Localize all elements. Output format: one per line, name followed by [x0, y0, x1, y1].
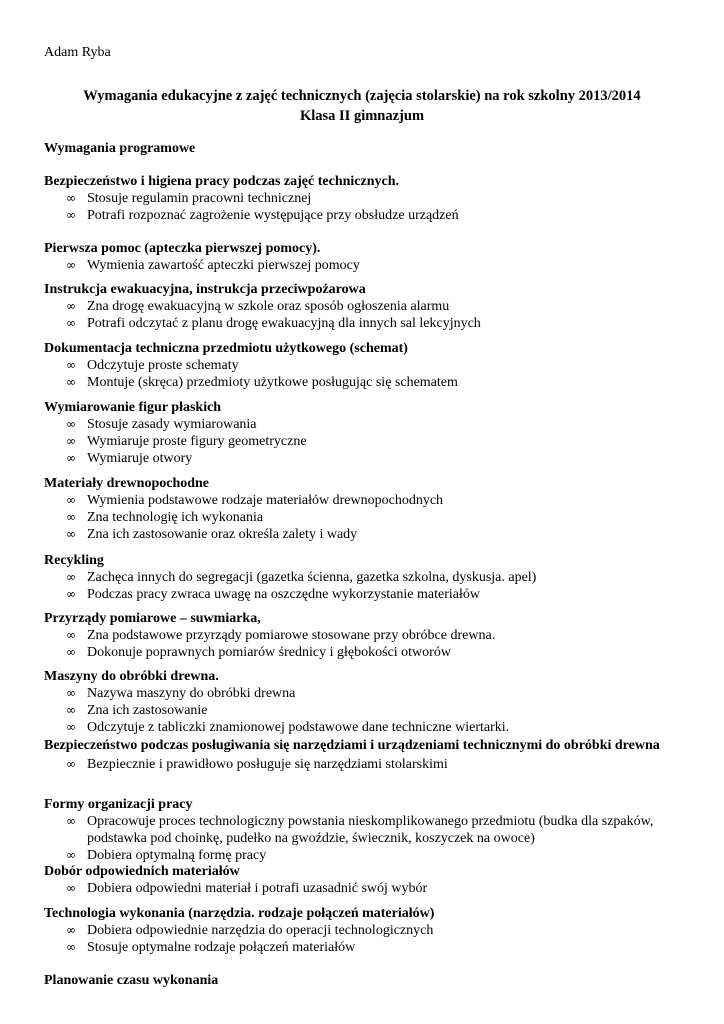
list-item — [44, 685, 694, 702]
list-item — [44, 315, 694, 332]
list-item-text: Wymienia podstawowe rodzaje materiałów drewnopochodnych — [87, 493, 444, 508]
list-item-text: Nazywa maszyny do obróbki drewna — [87, 686, 296, 701]
section-title: Dobór odpowiednich materiałów — [44, 864, 240, 879]
list-item-text: Opracowuje proces technologiczny powstania nieskomplikowanego przedmiotu (budka dla szpaków, podstawka pod choinkę, pudełko na gwoździe, świecznik, koszyczek na owoce) — [87, 814, 654, 846]
list-item — [44, 847, 694, 864]
section-first-aid — [44, 240, 694, 274]
list-item-text: Dobiera odpowiednie narzędzia do operacji technologicznych — [87, 923, 434, 938]
section-measuring-tools — [44, 610, 694, 661]
bullet-icon: ∞ — [66, 757, 76, 771]
list-item-text: Zna ich zastosowanie — [87, 703, 208, 718]
list-item-text: Dokonuje poprawnych pomiarów średnicy i głębokości otworów — [87, 645, 451, 660]
list-item-text: Potrafi odczytać z planu drogę ewakuacyjną dla innych sal lekcyjnych — [87, 316, 481, 331]
list-item-text: Potrafi rozpoznać zagrożenie występujące przy obsłudze urządzeń — [87, 208, 459, 223]
bullet-icon: ∞ — [66, 628, 76, 642]
list-item — [44, 644, 694, 661]
list-item — [44, 207, 694, 224]
list-item-text: Wymiaruje otwory — [87, 451, 193, 466]
bullet-icon: ∞ — [66, 451, 76, 465]
list-item — [44, 298, 694, 315]
section-title: Dokumentacja techniczna przedmiotu użytkowego (schemat) — [44, 341, 408, 356]
bullet-icon: ∞ — [66, 510, 76, 524]
list-item — [44, 719, 694, 736]
list-item-text: Dobiera optymalną formę pracy — [87, 848, 267, 863]
bullet-icon: ∞ — [66, 645, 76, 659]
bullet-icon: ∞ — [66, 258, 76, 272]
bullet-icon: ∞ — [66, 208, 76, 222]
list-item-text: Zna drogę ewakuacyjną w szkole oraz sposób ogłoszenia alarmu — [87, 299, 450, 314]
bullet-icon: ∞ — [66, 940, 76, 954]
section-title: Maszyny do obróbki drewna. — [44, 669, 219, 684]
bullet-icon: ∞ — [66, 814, 76, 828]
bullet-icon: ∞ — [66, 493, 76, 507]
list-item — [44, 880, 694, 897]
bullet-icon: ∞ — [66, 191, 76, 205]
bullet-icon: ∞ — [66, 358, 76, 372]
section-title: Materiały drewnopochodne — [44, 476, 210, 491]
document-title — [40, 86, 684, 126]
list-item-text: Stosuje zasady wymiarowania — [87, 417, 257, 432]
bullet-icon: ∞ — [66, 570, 76, 584]
bullet-icon: ∞ — [66, 375, 76, 389]
section-recycling — [44, 552, 694, 603]
list-item — [44, 374, 694, 391]
list-item-text: Zna technologię ich wykonania — [87, 510, 264, 525]
list-item-text: Zachęca innych do segregacji (gazetka ścienna, gazetka szkolna, dyskusja. apel) — [87, 570, 537, 585]
final-heading: Planowanie czasu wykonania — [44, 973, 219, 988]
bullet-icon: ∞ — [66, 316, 76, 330]
list-item — [44, 939, 694, 956]
list-item-text: Podczas pracy zwraca uwagę na oszczędne wykorzystanie materiałów — [87, 587, 480, 602]
bullet-icon: ∞ — [66, 720, 76, 734]
list-item — [44, 357, 694, 374]
section-documentation — [44, 340, 694, 391]
section-dimensioning — [44, 399, 694, 467]
section-title: Wymiarowanie figur płaskich — [44, 400, 222, 415]
section-evacuation — [44, 281, 694, 332]
section-work-organization — [44, 796, 694, 864]
bullet-icon: ∞ — [66, 527, 76, 541]
section-title: Bezpieczeństwo podczas posługiwania się narzędziami i urządzeniami technicznymi do obróbki drewna — [44, 738, 660, 753]
list-item-text: Zna ich zastosowanie oraz określa zalety i wady — [87, 527, 358, 542]
section-title: Bezpieczeństwo i higiena pracy podczas zajęć technicznych. — [44, 174, 399, 189]
list-item — [44, 702, 694, 719]
bullet-icon: ∞ — [66, 923, 76, 937]
list-item-text: Stosuje optymalne rodzaje połączeń materiałów — [87, 940, 356, 955]
list-item-text: Wymiaruje proste figury geometryczne — [87, 434, 307, 449]
section-material-selection — [44, 863, 694, 897]
list-item-text: Montuje (skręca) przedmioty użytkowe posługując się schematem — [87, 375, 458, 390]
list-item — [44, 257, 694, 274]
author-name: Adam Ryba — [44, 45, 111, 60]
list-item — [44, 569, 694, 586]
list-item — [44, 922, 694, 939]
list-item — [44, 813, 694, 847]
bullet-icon: ∞ — [66, 299, 76, 313]
bullet-icon: ∞ — [66, 848, 76, 862]
list-item — [44, 627, 694, 644]
bullet-icon: ∞ — [66, 587, 76, 601]
section-tool-safety — [44, 737, 694, 773]
list-item-text: Odczytuje z tabliczki znamionowej podstawowe dane techniczne wiertarki. — [87, 720, 510, 735]
section-title: Instrukcja ewakuacyjna, instrukcja przeciwpożarowa — [44, 282, 366, 297]
list-item — [44, 450, 694, 467]
section-machines — [44, 668, 694, 736]
list-item — [44, 756, 694, 773]
bullet-icon: ∞ — [66, 881, 76, 895]
list-item-text: Wymienia zawartość apteczki pierwszej pomocy — [87, 258, 360, 273]
bullet-icon: ∞ — [66, 417, 76, 431]
title-line-2: Klasa II gimnazjum — [299, 108, 425, 124]
bullet-icon: ∞ — [66, 703, 76, 717]
list-item-text: Zna podstawowe przyrządy pomiarowe stosowane przy obróbce drewna. — [87, 628, 496, 643]
section-title: Pierwsza pomoc (apteczka pierwszej pomocy). — [44, 241, 321, 256]
list-item — [44, 416, 694, 433]
list-item — [44, 586, 694, 603]
list-item-text: Stosuje regulamin pracowni technicznej — [87, 191, 312, 206]
bullet-icon: ∞ — [66, 686, 76, 700]
section-title: Technologia wykonania (narzędzia. rodzaje połączeń materiałów) — [44, 906, 435, 921]
list-item — [44, 492, 694, 509]
list-item-text: Bezpiecznie i prawidłowo posługuje się narzędziami stolarskimi — [87, 757, 448, 772]
list-item-text: Odczytuje proste schematy — [87, 358, 239, 373]
list-item-text: Dobiera odpowiedni materiał i potrafi uzasadnić swój wybór — [87, 881, 428, 896]
list-item — [44, 509, 694, 526]
title-line-1: Wymagania edukacyjne z zajęć technicznych (zajęcia stolarskie) na rok szkolny 2013/2014 — [83, 88, 641, 104]
requirements-heading: Wymagania programowe — [44, 141, 196, 156]
section-technology — [44, 905, 694, 956]
list-item — [44, 190, 694, 207]
bullet-icon: ∞ — [66, 434, 76, 448]
section-title: Przyrządy pomiarowe – suwmiarka, — [44, 611, 261, 626]
list-item — [44, 526, 694, 543]
section-bhp — [44, 173, 694, 224]
section-wood-materials — [44, 475, 694, 543]
section-title: Recykling — [44, 553, 104, 568]
section-title: Formy organizacji pracy — [44, 797, 193, 812]
list-item — [44, 433, 694, 450]
